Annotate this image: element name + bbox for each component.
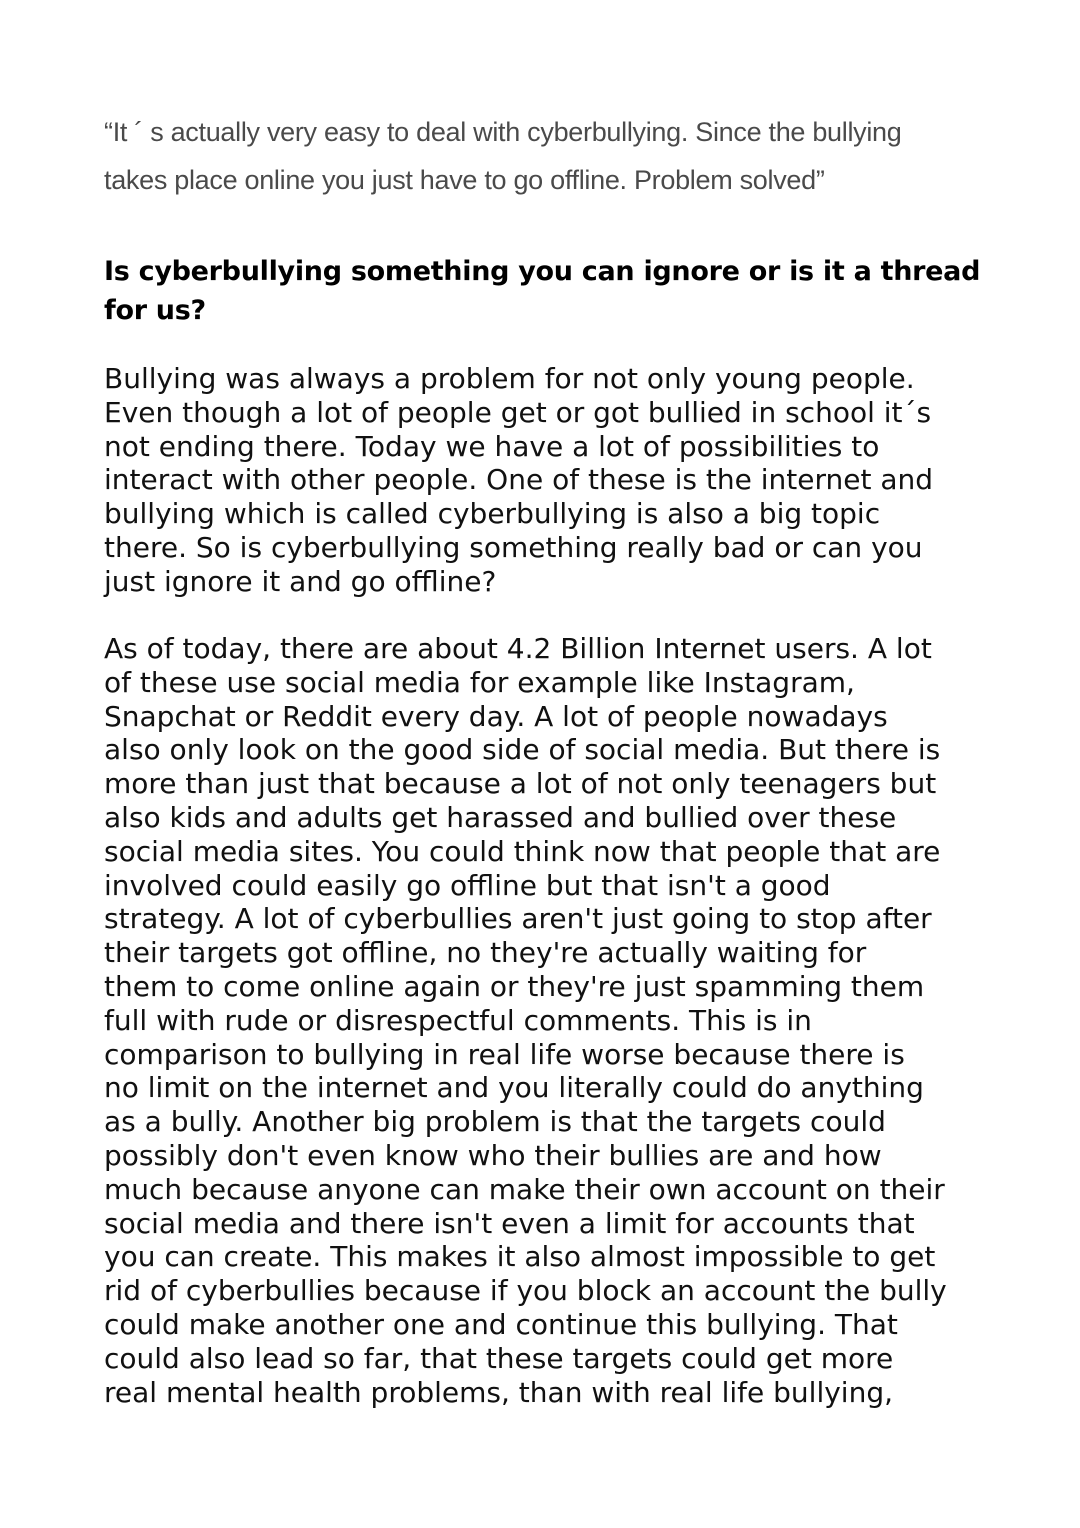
- paragraph-line: their targets got offline, no they're actually waiting for: [104, 936, 867, 970]
- paragraph-line: them to come online again or they're just spamming them: [104, 969, 925, 1003]
- paragraph-line: much because anyone can make their own account on their: [104, 1172, 945, 1206]
- paragraph-line: Even though a lot of people get or got bullied in school it´s: [104, 395, 932, 429]
- section-heading: [104, 252, 1004, 330]
- quote-line: takes place online you just have to go offline. Problem solved”: [104, 165, 825, 195]
- paragraph-line: interact with other people. One of these is the internet and: [104, 463, 934, 497]
- paragraph-line: bullying which is called cyberbullying is also a big topic: [104, 497, 881, 531]
- heading-line: Is cyberbullying something you can ignore or is it a thread: [104, 256, 981, 287]
- paragraph-line: also only look on the good side of social media. But there is: [104, 733, 941, 767]
- paragraph-line: involved could easily go offline but that isn't a good: [104, 868, 831, 902]
- paragraph-line: strategy. A lot of cyberbullies aren't just going to stop after: [104, 902, 932, 936]
- paragraph-line: comparison to bullying in real life worse because there is: [104, 1037, 905, 1071]
- paragraph-line: you can create. This makes it also almost impossible to get: [104, 1240, 936, 1274]
- paragraph-line: there. So is cyberbullying something really bad or can you: [104, 530, 923, 564]
- intro-paragraph: [104, 362, 1024, 599]
- paragraph-line: full with rude or disrespectful comments. This is in: [104, 1003, 812, 1037]
- paragraph-line: real mental health problems, than with real life bullying,: [104, 1375, 893, 1409]
- body-paragraph: [104, 632, 1024, 1409]
- paragraph-line: not ending there. Today we have a lot of possibilities to: [104, 429, 880, 463]
- paragraph-line: more than just that because a lot of not only teenagers but: [104, 767, 937, 801]
- paragraph-line: also kids and adults get harassed and bullied over these: [104, 800, 897, 834]
- paragraph-line: as a bully. Another big problem is that the targets could: [104, 1105, 886, 1139]
- paragraph-line: As of today, there are about 4.2 Billion Internet users. A lot: [104, 632, 932, 665]
- paragraph-line: possibly don't even know who their bullies are and how: [104, 1138, 882, 1172]
- paragraph-line: could make another one and continue this bullying. That: [104, 1307, 898, 1341]
- paragraph-line: no limit on the internet and you literally could do anything: [104, 1071, 924, 1105]
- paragraph-line: of these use social media for example like Instagram,: [104, 665, 855, 699]
- paragraph-line: Bullying was always a problem for not only young people.: [104, 362, 915, 395]
- paragraph-line: could also lead so far, that these targets could get more: [104, 1341, 894, 1375]
- heading-line: for us?: [104, 295, 206, 326]
- paragraph-line: rid of cyberbullies because if you block an account the bully: [104, 1274, 947, 1308]
- paragraph-line: social media and there isn't even a limit for accounts that: [104, 1206, 915, 1240]
- quote-line: “It ´ s actually very easy to deal with cyberbullying. Since the bullying: [104, 117, 902, 147]
- paragraph-line: Snapchat or Reddit every day. A lot of people nowadays: [104, 699, 888, 733]
- opening-quote: [104, 108, 1004, 204]
- paragraph-line: just ignore it and go offline?: [104, 564, 497, 598]
- paragraph-line: social media sites. You could think now that people that are: [104, 834, 941, 868]
